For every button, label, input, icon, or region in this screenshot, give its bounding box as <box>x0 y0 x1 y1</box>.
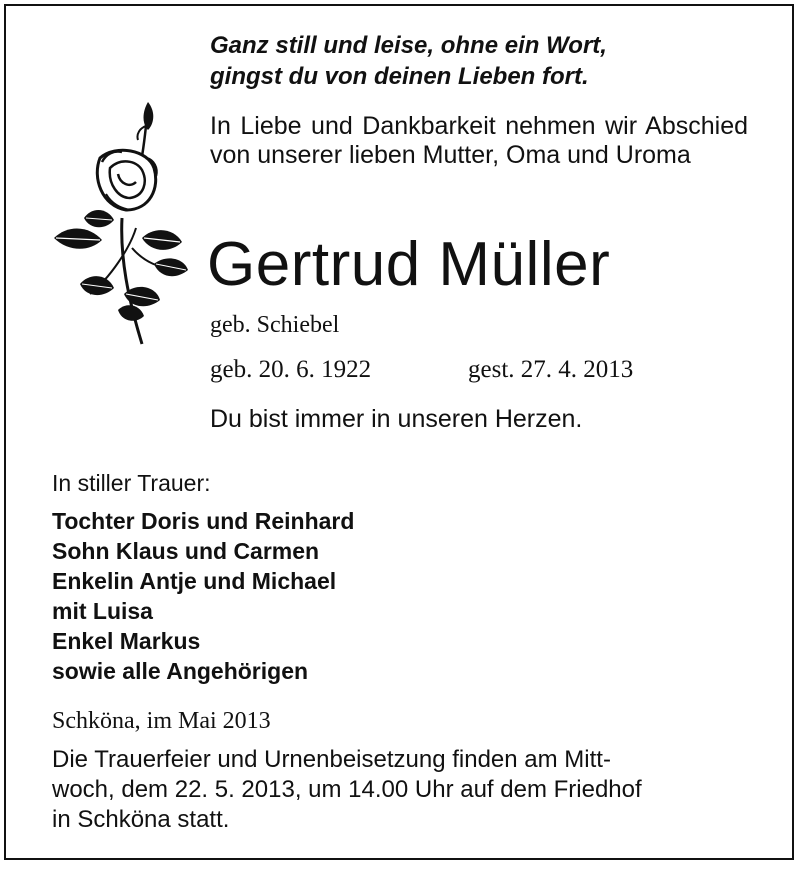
deceased-name: Gertrud Müller <box>207 230 611 299</box>
list-item: Sohn Klaus und Carmen <box>52 538 320 564</box>
funeral-line: Die Trauerfeier und Urnenbeisetzung finden am Mitt- <box>52 746 611 773</box>
birth-date: geb. 20. 6. 1922 <box>210 356 372 383</box>
maiden-name: geb. Schiebel <box>210 312 340 338</box>
poem-line: gingst du von deinen Lieben fort. <box>210 63 589 90</box>
list-item: Enkel Markus <box>52 628 201 654</box>
intro-text: In Liebe und Dankbarkeit nehmen wir Abschied von unserer lieben Mutter, Oma und Uroma <box>210 112 748 169</box>
poem-line: Ganz still und leise, ohne ein Wort, <box>210 32 607 59</box>
funeral-line: in Schköna statt. <box>52 806 230 833</box>
motto: Du bist immer in unseren Herzen. <box>210 405 583 433</box>
list-item: Enkelin Antje und Michael <box>52 568 337 594</box>
death-date: gest. 27. 4. 2013 <box>468 356 634 383</box>
place-date: Schköna, im Mai 2013 <box>52 708 271 734</box>
mourners-heading: In stiller Trauer: <box>52 470 211 496</box>
poem <box>210 30 607 92</box>
list-item: sowie alle Angehörigen <box>52 658 309 684</box>
list-item: Tochter Doris und Reinhard <box>52 508 355 534</box>
mourners-list <box>52 506 354 686</box>
rose-illustration <box>50 98 190 348</box>
funeral-notice <box>52 745 748 835</box>
funeral-line: woch, dem 22. 5. 2013, um 14.00 Uhr auf dem Friedhof <box>52 776 642 803</box>
list-item: mit Luisa <box>52 598 153 624</box>
